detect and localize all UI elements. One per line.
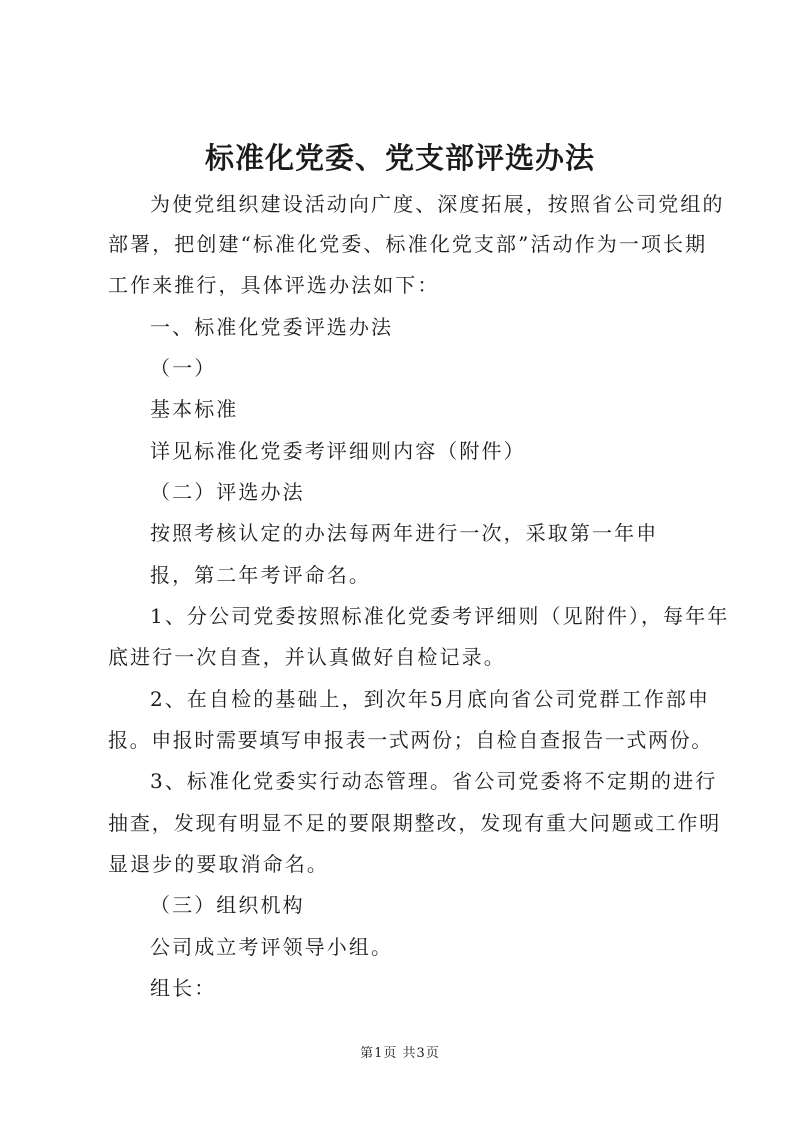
item-3-line-2: 抽查，发现有明显不足的要限期整改，发现有重大问题或工作明 [108,811,722,835]
item-2-line-2: 报。申报时需要填写申报表一式两份；自检自查报告一式两份。 [108,728,713,752]
item-1-line-2: 底进行一次自查，并认真做好自检记录。 [108,645,506,669]
leader-label: 组长： [150,976,217,1000]
section-heading-1: 一、标准化党委评选办法 [150,315,394,339]
page-footer: 第1页 共3页 [360,1046,440,1061]
item-2-line-1: 2、在自检的基础上，到次年5月底向省公司党群工作部申 [150,687,711,711]
item-1-line-1: 1、分公司党委按照标准化党委考评细则（见附件），每年年 [150,604,730,628]
item-3-line-1: 3、标准化党委实行动态管理。省公司党委将不定期的进行 [150,769,718,793]
paragraph-intro-line-3: 工作来推行，具体评选办法如下： [108,273,440,297]
paragraph-intro-line-2: 部署，把创建“标准化党委、标准化党支部”活动作为一项长期 [108,232,708,256]
basic-standard-detail: 详见标准化党委考评细则内容（附件） [150,439,526,463]
basic-standard-label: 基本标准 [150,397,239,421]
subsection-heading-2: （二）评选办法 [150,480,305,504]
paragraph-intro-line-1: 为使党组织建设活动向广度、深度拓展，按照省公司党组的 [150,192,725,216]
method-line-2: 报，第二年考评命名。 [150,563,371,587]
method-line-1: 按照考核认定的办法每两年进行一次，采取第一年申 [150,521,659,545]
organization-line: 公司成立考评领导小组。 [150,935,394,959]
subsection-heading-1: （一） [150,356,217,380]
document-title: 标准化党委、党支部评选办法 [204,141,595,175]
item-3-line-3: 显退步的要取消命名。 [108,852,329,876]
subsection-heading-3: （三）组织机构 [150,893,305,917]
